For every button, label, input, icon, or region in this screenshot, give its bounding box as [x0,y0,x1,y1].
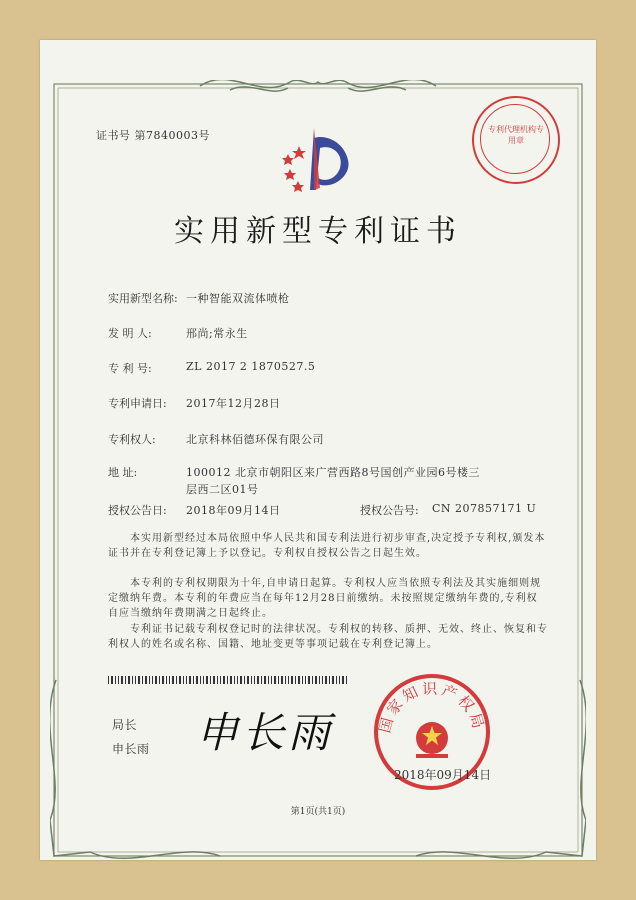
field-label-name: 实用新型名称: [108,292,178,305]
patent-office-logo [276,120,356,200]
field-label-filing-date: 专利申请日: [108,397,167,410]
field-value-filing-date: 2017年12月28日 [186,397,281,410]
barcode [108,676,348,684]
field-label-patentee: 专利权人: [108,433,156,446]
page-footer: 第1页(共1页) [290,807,346,817]
field-value-address-line2: 层西二区01号 [186,483,259,496]
certificate-number-label: 证书号 [96,129,131,142]
signature: 申长雨 [196,708,335,757]
agency-stamp-text: 专利代理机构专用章 [488,125,544,145]
page-title: 实用新型专利证书 [174,214,462,249]
field-value-address-line1: 100012 北京市朝阳区来广营西路8号国创产业园6号楼三 [186,466,480,479]
field-value-patentee: 北京科林佰德环保有限公司 [186,433,324,446]
field-value-announce-no: CN 207857171 U [432,502,537,515]
director-title: 局长 [112,718,138,732]
paragraph-legal-status: 专利证书记载专利权登记时的法律状况。专利权的转移、质押、无效、终止、恢复和专利权人的姓名或名称、国籍、地址变更等事项记载在专利登记簿上。 [108,624,548,650]
certificate-number-value: 第7840003号 [134,129,210,142]
paragraph-grant: 本实用新型经过本局依照中华人民共和国专利法进行初步审查,决定授予专利权,颁发本证书并在专利登记簿上予以登记。专利权自授权公告之日起生效。 [108,533,546,559]
director-name: 申长雨 [112,742,150,756]
paragraph-term: 本专利的专利权期限为十年,自申请日起算。专利权人应当依照专利法及其实施细则规定缴纳年费。本专利的年费应当在每年12月28日前缴纳。未按照规定缴纳年费的,专利权自应当缴纳年费期满之日起终止。 [108,578,542,619]
field-value-patent-no: ZL 2017 2 1870527.5 [186,360,316,373]
field-value-name: 一种智能双流体喷枪 [186,292,290,305]
issue-date: 2018年09月14日 [394,768,492,782]
field-label-address: 地 址: [108,466,138,479]
field-value-inventor: 邢尚;常永生 [186,327,248,340]
field-label-inventor: 发 明 人: [108,327,152,340]
field-label-announce-no: 授权公告号: [360,504,419,517]
certificate-number [96,127,210,143]
agency-stamp [472,96,560,184]
seal-text: 国家知识产权局 [375,679,489,735]
field-value-announce-date: 2018年09月14日 [186,504,281,517]
field-label-patent-no: 专 利 号: [108,362,152,375]
field-label-announce-date: 授权公告日: [108,504,167,517]
